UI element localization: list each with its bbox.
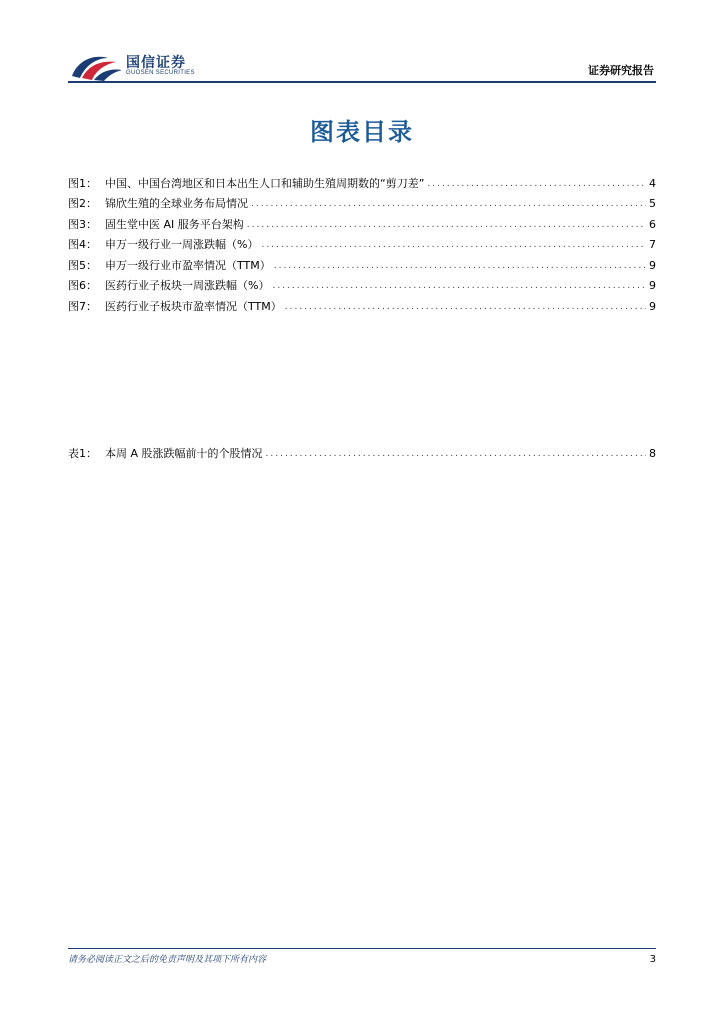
footer-divider xyxy=(68,948,656,949)
entry-page: 9 xyxy=(649,258,656,272)
guosen-logo-icon xyxy=(68,50,124,82)
footer-disclaimer: 请务必阅读正文之后的免责声明及其项下所有内容 xyxy=(68,955,267,965)
entry-title: 医药行业子板块一周涨跌幅（%） xyxy=(105,279,270,292)
footer-page-number: 3 xyxy=(649,954,656,965)
page-title: 图表目录 xyxy=(310,118,414,146)
dot-leader xyxy=(261,238,646,252)
entry-title: 固生堂中医 AI 服务平台架构 xyxy=(105,217,244,231)
toc-entry[interactable] xyxy=(68,232,656,253)
entry-title: 申万一级行业市盈率情况（TTM） xyxy=(105,258,271,272)
report-type-label: 证券研究报告 xyxy=(588,64,654,77)
entry-page: 9 xyxy=(649,299,656,313)
dot-leader xyxy=(427,177,646,191)
entry-title: 申万一级行业一周涨跌幅（%） xyxy=(105,238,259,251)
logo-english-name: GUOSEN SECURITIES xyxy=(126,70,195,76)
toc-entry[interactable] xyxy=(68,252,656,273)
toc-entry[interactable] xyxy=(68,293,656,314)
toc-entry[interactable] xyxy=(68,440,656,461)
toc-entry[interactable] xyxy=(68,211,656,232)
toc-entry[interactable] xyxy=(68,273,656,294)
company-logo xyxy=(68,50,208,82)
entry-page: 6 xyxy=(649,217,656,231)
entry-label: 图4： xyxy=(68,238,97,251)
dot-leader xyxy=(247,218,646,232)
entry-page: 5 xyxy=(649,197,656,210)
dot-leader xyxy=(266,447,646,461)
dot-leader xyxy=(274,259,646,273)
entry-title: 本周 A 股涨跌幅前十的个股情况 xyxy=(105,446,263,460)
page-header xyxy=(68,48,656,84)
entry-label: 图2： xyxy=(68,197,97,210)
dot-leader xyxy=(285,300,646,314)
logo-chinese-name: 国信证券 xyxy=(126,55,186,71)
entry-label: 图7： xyxy=(68,299,97,313)
entry-title: 医药行业子板块市盈率情况（TTM） xyxy=(105,299,282,313)
entry-label: 图5： xyxy=(68,258,97,272)
entry-page: 9 xyxy=(649,279,656,292)
entry-label: 图1： xyxy=(68,176,97,190)
table-list xyxy=(68,440,656,461)
entry-page: 4 xyxy=(649,176,656,190)
entry-label: 图6： xyxy=(68,279,97,292)
entry-label: 图3： xyxy=(68,217,97,231)
entry-title: 锦欣生殖的全球业务布局情况 xyxy=(105,197,248,210)
toc-entry[interactable] xyxy=(68,170,656,191)
entry-page: 8 xyxy=(649,446,656,460)
entry-page: 7 xyxy=(649,238,656,251)
figure-list xyxy=(68,170,656,314)
entry-title: 中国、中国台湾地区和日本出生人口和辅助生殖周期数的“剪刀差” xyxy=(105,176,425,190)
toc-entry[interactable] xyxy=(68,191,656,212)
header-divider xyxy=(68,81,656,83)
dot-leader xyxy=(251,197,646,211)
dot-leader xyxy=(272,279,646,293)
entry-label: 表1： xyxy=(68,446,97,460)
